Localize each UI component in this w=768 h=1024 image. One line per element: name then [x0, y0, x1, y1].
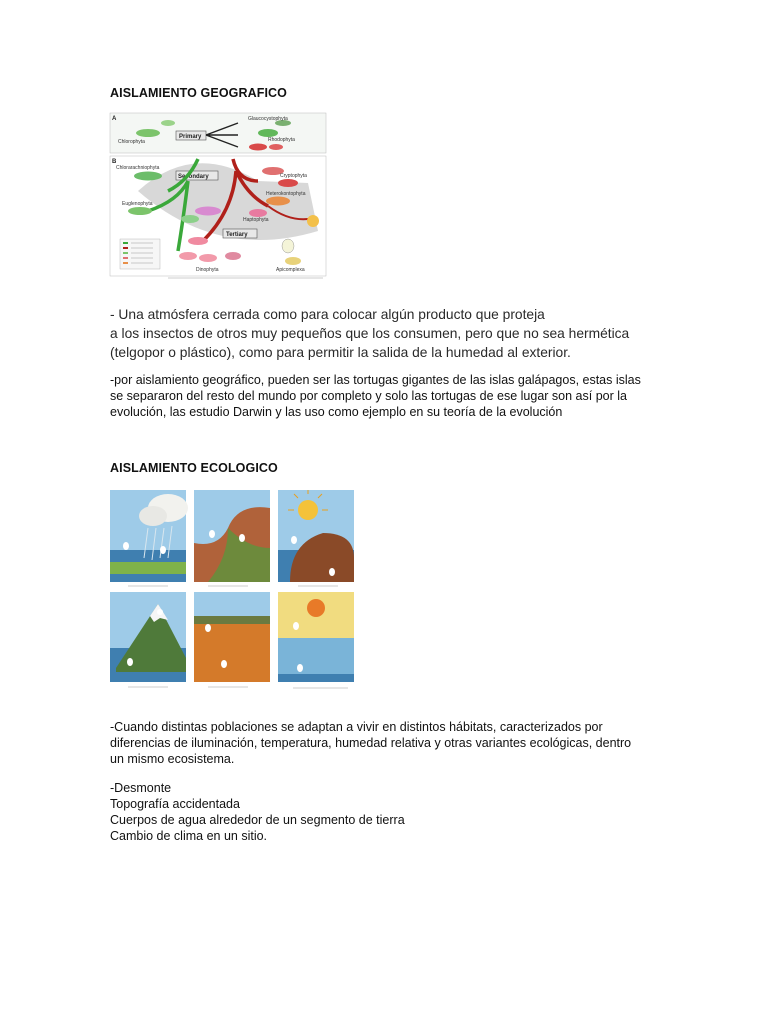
label-dinophyta: Dinophyta: [196, 267, 219, 273]
paragraph-line: diferencias de iluminación, temperatura, humedad relativa y otras variantes ecológicas, dentro: [110, 736, 632, 750]
label-haptophyta: Haptophyta: [243, 217, 269, 223]
label-rhodophyta: Rhodophyta: [268, 137, 295, 143]
paragraph-atmosfera: [110, 305, 730, 362]
list-item: Cuerpos de agua alrededor de un segmento de tierra: [110, 813, 405, 827]
paragraph-poblaciones: [110, 719, 730, 767]
list-item: Topografía accidentada: [110, 797, 240, 811]
paragraph-line: se separaron del resto del mundo por completo y solo las tortugas de ese lugar son así por la: [110, 389, 627, 403]
list-causas: [110, 780, 730, 844]
habitat-panel-sun-rock: [278, 490, 354, 582]
label-secondary: Secondary: [178, 174, 209, 180]
panel-b-label: B: [112, 159, 117, 165]
heading-aislamiento-geografico: AISLAMIENTO GEOGRAFICO: [110, 86, 287, 100]
paragraph-line: -Cuando distintas poblaciones se adaptan a vivir en distintos hábitats, caracterizados por: [110, 720, 603, 734]
list-item: -Desmonte: [110, 781, 172, 795]
heading-aislamiento-ecologico: AISLAMIENTO ECOLOGICO: [110, 461, 278, 475]
panel-a-label: A: [112, 116, 117, 122]
label-primary: Primary: [179, 134, 202, 140]
label-chlorarachniophyta: Chlorarachniophyta: [116, 165, 160, 171]
paragraph-line: - Una atmósfera cerrada como para colocar algún producto que proteja: [110, 307, 545, 322]
label-euglenophyta: Euglenophyta: [122, 201, 153, 207]
label-glaucocystophyta: Glaucocystophyta: [248, 116, 288, 122]
paragraph-line: a los insectos de otros muy pequeños que los consumen, pero que no sea hermética: [110, 326, 630, 341]
endosymbiosis-diagram: [108, 111, 328, 281]
habitat-panel-sun-sea: [278, 592, 354, 682]
label-heterokontophyta: Heterokontophyta: [266, 191, 306, 197]
paragraph-line: (telgopor o plástico), como para permitir la salida de la humedad al exterior.: [110, 345, 571, 360]
habitat-panel-cliff: [194, 490, 270, 582]
habitat-panel-ground: [194, 592, 270, 682]
habitat-panel-rain: [110, 490, 188, 587]
list-item: Cambio de clima en un sitio.: [110, 829, 268, 843]
label-chlorophyta: Chlorophyta: [118, 139, 145, 145]
label-tertiary: Tertiary: [226, 232, 248, 238]
label-cryptophyta: Cryptophyta: [280, 173, 307, 179]
paragraph-tortugas: [110, 372, 730, 420]
paragraph-line: un mismo ecosistema.: [110, 752, 235, 766]
paragraph-line: evolución, las estudio Darwin y las uso como ejemplo en su teoría de la evolución: [110, 405, 563, 419]
paragraph-line: -por aislamiento geográfico, pueden ser las tortugas gigantes de las islas galápagos, estas islas: [110, 373, 641, 387]
habitat-panels: [108, 488, 358, 696]
label-apicomplexa: Apicomplexa: [276, 267, 305, 273]
habitat-panel-mountain: [110, 592, 186, 692]
